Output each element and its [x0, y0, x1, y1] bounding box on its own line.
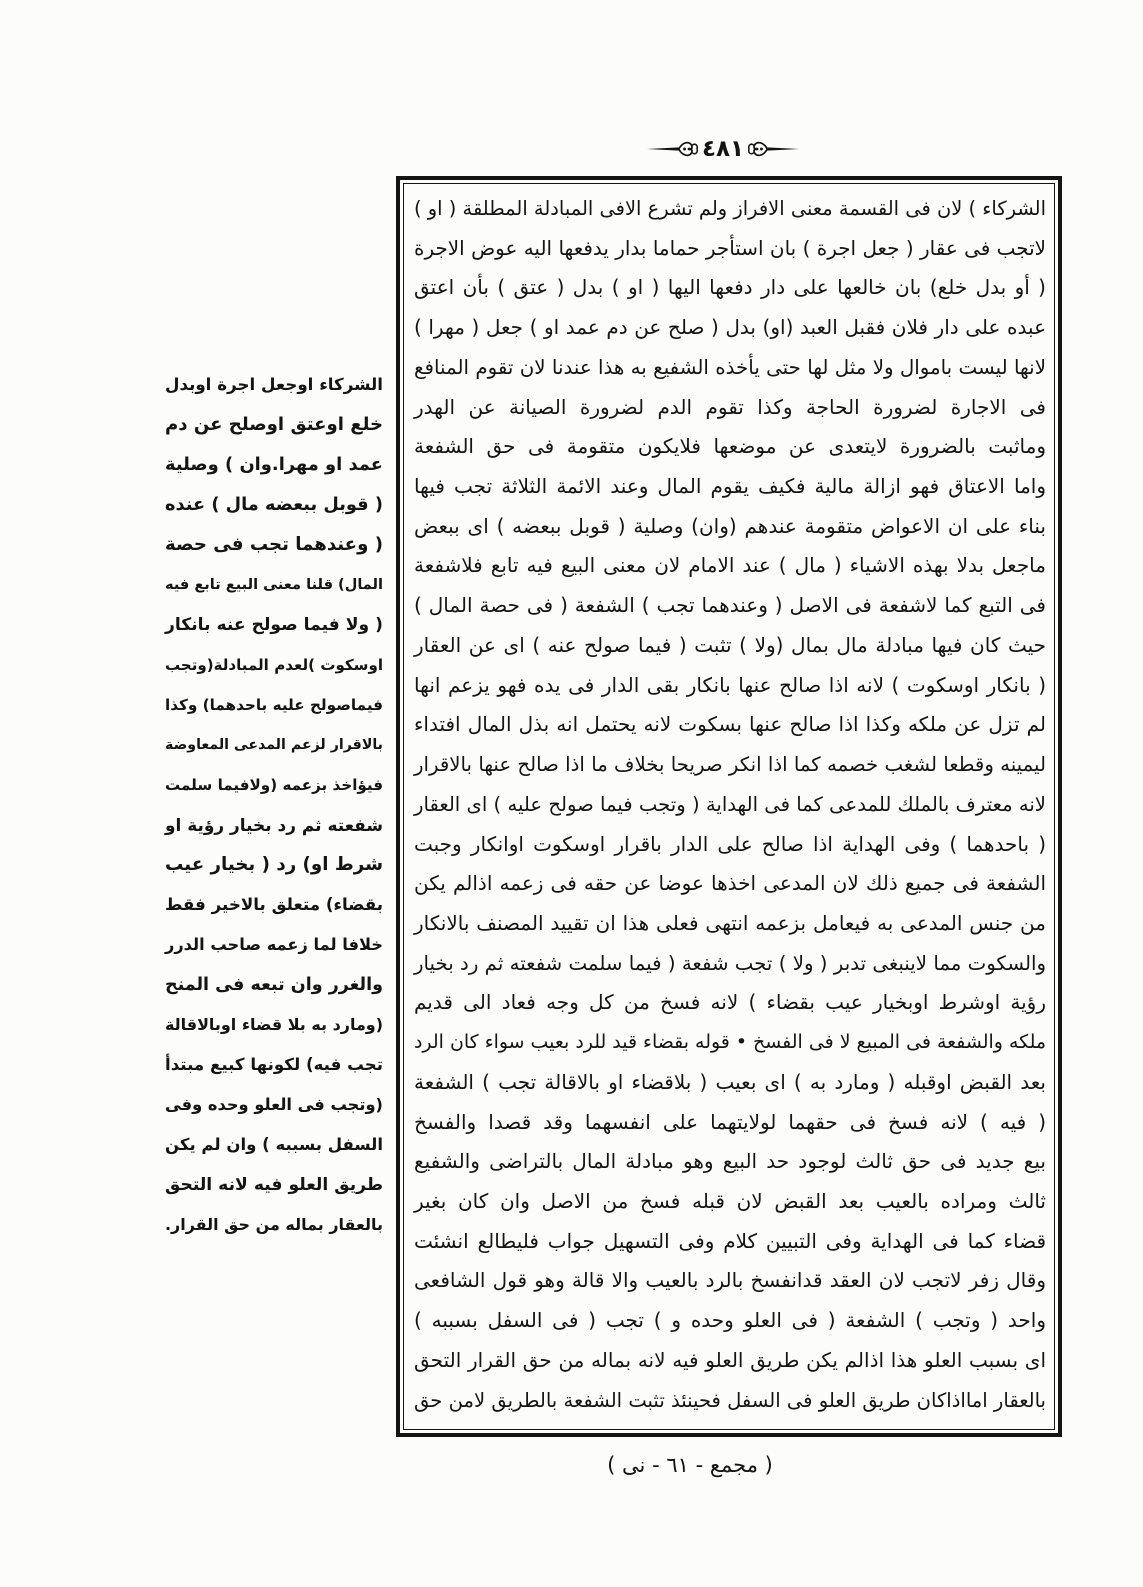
- main-text-line: رؤية اوشرط اوبخيار عيب بقضاء ) لانه فسخ من كل وجه فعاد الى قديم: [414, 990, 1046, 1015]
- margin-note-line: اوسكوت )لعدم المبادلة(وتجب: [165, 656, 383, 674]
- margin-note-line: بقضاء) متعلق بالاخير فقط: [165, 895, 383, 914]
- main-text-line: والسكوت مما لاينبغى تدبر ( ولا ) تجب شفعة ( فيما سلمت شفعته ثم رد بخيار: [414, 951, 1046, 975]
- main-text-line: لانه معترف بالملك للمدعى كما فى الهداية ( وتجب فيما صولح عليه ) اى العقار: [414, 792, 1046, 816]
- margin-note-line: خلع اوعتق اوصلح عن دم: [165, 414, 383, 435]
- main-text-line: وقال زفر لاتجب لان العقد قدانفسخ بالرد بالعيب والا قالة وهو قول الشافعى: [414, 1268, 1046, 1293]
- main-text-line: لانها ليست باموال ولا مثل لها حتى يأخذه الشفيع به هذا عندنا لان تقوم المنافع: [414, 355, 1046, 379]
- margin-note-line: بالعقار بماله من حق القرار.: [165, 1215, 383, 1234]
- main-text-line: عبده على دار فلان فقبل العبد (او) بدل ( صلح عن دم عمد او ) جعل ( مهرا ): [414, 315, 1046, 340]
- margin-note-line: طريق العلو فيه لانه التحق: [165, 1175, 383, 1195]
- main-text-line: بناء على ان الاعواض متقومة عندهم (وان) وصلية ( قوبل ببعضه ) اى ببعض: [414, 513, 1046, 538]
- main-text-line: ثالث ومراده بالعيب بعد القبض لان قبله فسخ من الاصل وان كان بغير: [414, 1188, 1046, 1213]
- page-number: ٤٨١: [701, 136, 745, 162]
- main-text-body: [412, 189, 1046, 1420]
- margin-note-line: شرط او) رد ( بخيار عيب: [165, 854, 383, 875]
- main-text-line: بيع جديد فى حق ثالث لوجود حد البيع وهو مبادلة المال بالتراضى والشفيع: [414, 1149, 1046, 1174]
- margin-note-line: فيماصولح عليه باحدهما) وكذا: [165, 696, 383, 714]
- margin-note-line: ( ولا فيما صولح عنه بانكار: [165, 615, 383, 635]
- margin-note-line: شفعته ثم رد بخيار رؤية او: [165, 815, 383, 835]
- margin-note-line: السفل بسببه ) وان لم يكن: [165, 1135, 383, 1154]
- margin-note-line: عمد او مهرا.وان ) وصلية: [165, 454, 383, 475]
- floral-ornament-right-icon: [747, 137, 801, 161]
- main-text-line: لاتجب فى عقار ( جعل اجرة ) بان استأجر حماما بدار يدفعها اليه عوض الاجرة: [414, 235, 1046, 260]
- main-text-line: فى التبع كما لاشفعة فى الاصل ( وعندهما تجب ) الشفعة ( فى حصة المال ): [414, 593, 1046, 618]
- margin-note: [163, 365, 383, 1245]
- main-text-line: ماجعل بدلا بهذه الاشياء ( مال ) عند الامام لان معنى البيع فيه تابع فلاشفعة: [414, 553, 1046, 578]
- margin-note-line: المال) قلنا معنى البيع تابع فيه: [165, 576, 383, 593]
- margin-note-line: بالاقرار لزعم المدعى المعاوضة: [165, 737, 383, 753]
- margin-note-line: (ومارد به بلا قضاء اوبالاقالة: [165, 1015, 383, 1034]
- main-text-line: بالعقار امااذاكان طريق العلو فى السفل فحينئذ تثبت الشفعة بالطريق لامن حق: [414, 1388, 1046, 1412]
- main-text-line: وماثبت بالضرورة لايتعدى عن موضعها فلايكون متقومة فى حق الشفعة: [414, 434, 1046, 459]
- main-text-line: فى الاجارة لضرورة الحاجة وكذا تقوم الدم لضرورة الصيانة عن الهدر: [414, 394, 1046, 419]
- main-text-line: ليمينه وقطعا لشغب خصمه كما اذا انكر صريحا بخلاف ما اذا صالح عنها بالاقرار: [414, 753, 1046, 777]
- floral-ornament-left-icon: [645, 137, 699, 161]
- main-text-line: قضاء كما فى الهداية وفى التبيين كلام وفى التسهيل جواب فليطالع انشئت: [414, 1228, 1046, 1253]
- main-text-line: اى بسبب العلو هذا اذالم يكن طريق العلو فيه لانه بماله من حق القرار التحق: [414, 1347, 1046, 1372]
- margin-note-line: ( وعندهما تجب فى حصة: [165, 534, 383, 555]
- main-text-line: حيث كان فيها مبادلة مال بمال (ولا ) تثبت ( فيما صولح عنه ) اى عن العقار: [414, 632, 1046, 657]
- footer-signature: ( مجمع - ٦١ - نى ): [607, 1453, 773, 1477]
- main-text-line: بعد القبض اوقبله ( ومارد به ) اى بعيب ( بلاقضاء او بالاقالة تجب ) الشفعة: [414, 1069, 1046, 1094]
- main-text-line: ملكه والشفعة فى المبيع لا فى الفسخ • قوله بقضاء قيد للرد بعيب سواء كان الرد: [414, 1031, 1046, 1054]
- main-text-line: ( فيه ) لانه فسخ فى حقهما لولايتهما على انفسهما وقد قصدا والفسخ: [414, 1109, 1046, 1134]
- main-text-line: من جنس المدعى به فيعامل بزعمه انتهى فعلى هذا ان تقييد المصنف بالانكار: [414, 910, 1046, 935]
- main-text-line: واما الاعتاق فهو ازالة مالية فكيف يقوم المال وعند الائمة الثلاثة تجب فيها: [414, 474, 1046, 499]
- margin-note-line: تجب فيه) لكونها كبيع مبتدأ: [165, 1055, 383, 1074]
- page-header: [648, 134, 798, 164]
- margin-note-line: خلافا لما زعمه صاحب الدرر: [165, 935, 383, 954]
- main-text-line: الشركاء ) لان فى القسمة معنى الافراز ولم تشرع الافى المبادلة المطلقة ( او ): [414, 197, 1046, 220]
- main-text-line: ( أو بدل خلع) بان خالعها على دار دفعها اليها ( او ) بدل ( عتق ) بأن اعتق: [414, 275, 1046, 300]
- main-text-line: ( باحدهما ) وفى الهداية اذا صالح على الدار باقرار اوسكوت اوانكار وجبت: [414, 831, 1046, 856]
- margin-note-line: ( قوبل ببعضه مال ) عنده: [165, 495, 383, 515]
- margin-note-line: فيؤاخذ بزعمه (ولافيما سلمت: [165, 776, 383, 794]
- margin-note-line: (وتجب فى العلو وحده وفى: [165, 1095, 383, 1114]
- main-text-line: واحد ( وتجب ) الشفعة ( فى العلو وحده و ) تجب ( فى السفل بسببه ): [414, 1308, 1046, 1333]
- main-text-line: ( بانكار اوسكوت ) لانه اذا صالح عنها بانكار بقى الدار فى يده فهو يزعم انها: [414, 672, 1046, 697]
- margin-note-line: الشركاء اوجعل اجرة اوبدل: [165, 375, 383, 394]
- main-text-line: الشفعة فى جميع ذلك لان المدعى اخذها عوضا عن حقه فى زعمه اذالم يكن: [414, 871, 1046, 896]
- margin-note-line: والغرر وان تبعه فى المنح: [165, 975, 383, 995]
- main-text-line: لم تزل عن ملكه وكذا اذا صالح عنها بسكوت لانه يحتمل انه بذل المال افتداء: [414, 712, 1046, 737]
